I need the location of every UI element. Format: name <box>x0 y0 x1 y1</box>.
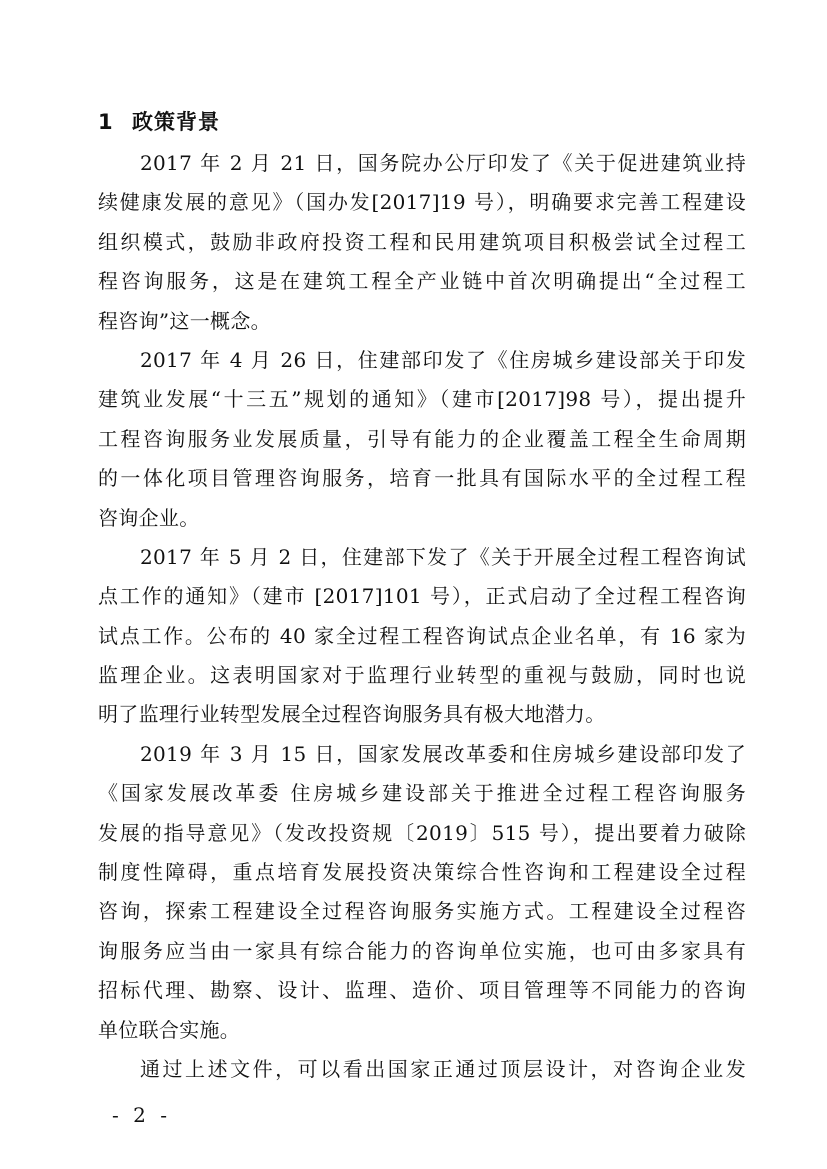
paragraph <box>98 735 746 1050</box>
section-number: 1 <box>98 110 114 134</box>
paragraph-line: 2017 年 2 月 21 日，国务院办公厅印发了《关于促进建筑业持 <box>140 151 746 175</box>
paragraph-line: 《国家发展改革委 住房城乡建设部关于推进全过程工程咨询服务 <box>98 781 746 806</box>
paragraph-line: 组织模式，鼓励非政府投资工程和民用建筑项目积极尝试全过程工 <box>98 229 746 254</box>
paragraph-line: 咨询，探索工程建设全过程咨询服务实施方式。工程建设全过程咨 <box>98 899 746 924</box>
paragraph-line: 2017 年 4 月 26 日，住建部印发了《住房城乡建设部关于印发 <box>140 347 746 372</box>
paragraph-line: 工程咨询服务业发展质量，引导有能力的企业覆盖工程全生命周期 <box>98 426 746 451</box>
section-heading <box>98 104 220 140</box>
paragraph-line: 制度性障碍，重点培育发展投资决策综合性咨询和工程建设全过程 <box>98 860 746 885</box>
paragraph <box>98 1050 746 1089</box>
paragraph-line: 明了监理行业转型发展全过程咨询服务具有极大地潜力。 <box>98 702 606 727</box>
paragraph-line: 点工作的通知》（建市 [2017]101 号），正式启动了全过程工程咨询 <box>98 584 746 609</box>
document-body <box>98 144 746 1089</box>
paragraph-line: 咨询企业。 <box>98 505 200 530</box>
paragraph-line: 招标代理、勘察、设计、监理、造价、项目管理等不同能力的咨询 <box>98 978 746 1003</box>
paragraph-line: 建筑业发展“十三五”规划的通知》（建市[2017]98 号），提出提升 <box>98 387 746 412</box>
paragraph <box>98 341 746 538</box>
page-number: - 2 - <box>112 1103 171 1127</box>
paragraph <box>98 144 746 341</box>
paragraph-line: 发展的指导意见》（发改投资规〔2019〕515 号），提出要着力破除 <box>98 820 746 845</box>
paragraph-line: 监理企业。这表明国家对于监理行业转型的重视与鼓励，同时也说 <box>98 663 746 688</box>
paragraph-line: 2019 年 3 月 15 日，国家发展改革委和住房城乡建设部印发了 <box>140 741 746 766</box>
paragraph <box>98 538 746 735</box>
paragraph-line: 试点工作。公布的 40 家全过程工程咨询试点企业名单，有 16 家为 <box>98 623 746 648</box>
paragraph-line: 单位联合实施。 <box>98 1017 241 1042</box>
paragraph-line: 通过上述文件，可以看出国家正通过顶层设计，对咨询企业发 <box>140 1056 746 1081</box>
paragraph-line: 2017 年 5 月 2 日，住建部下发了《关于开展全过程工程咨询试 <box>140 544 746 569</box>
paragraph-line: 续健康发展的意见》（国办发[2017]19 号），明确要求完善工程建设 <box>98 190 746 215</box>
paragraph-line: 的一体化项目管理咨询服务，培育一批具有国际水平的全过程工程 <box>98 466 746 491</box>
paragraph-line: 程咨询”这一概念。 <box>98 308 271 333</box>
paragraph-line: 询服务应当由一家具有综合能力的咨询单位实施，也可由多家具有 <box>98 938 746 963</box>
paragraph-line: 程咨询服务，这是在建筑工程全产业链中首次明确提出“全过程工 <box>98 269 746 294</box>
section-title: 政策背景 <box>132 110 220 134</box>
